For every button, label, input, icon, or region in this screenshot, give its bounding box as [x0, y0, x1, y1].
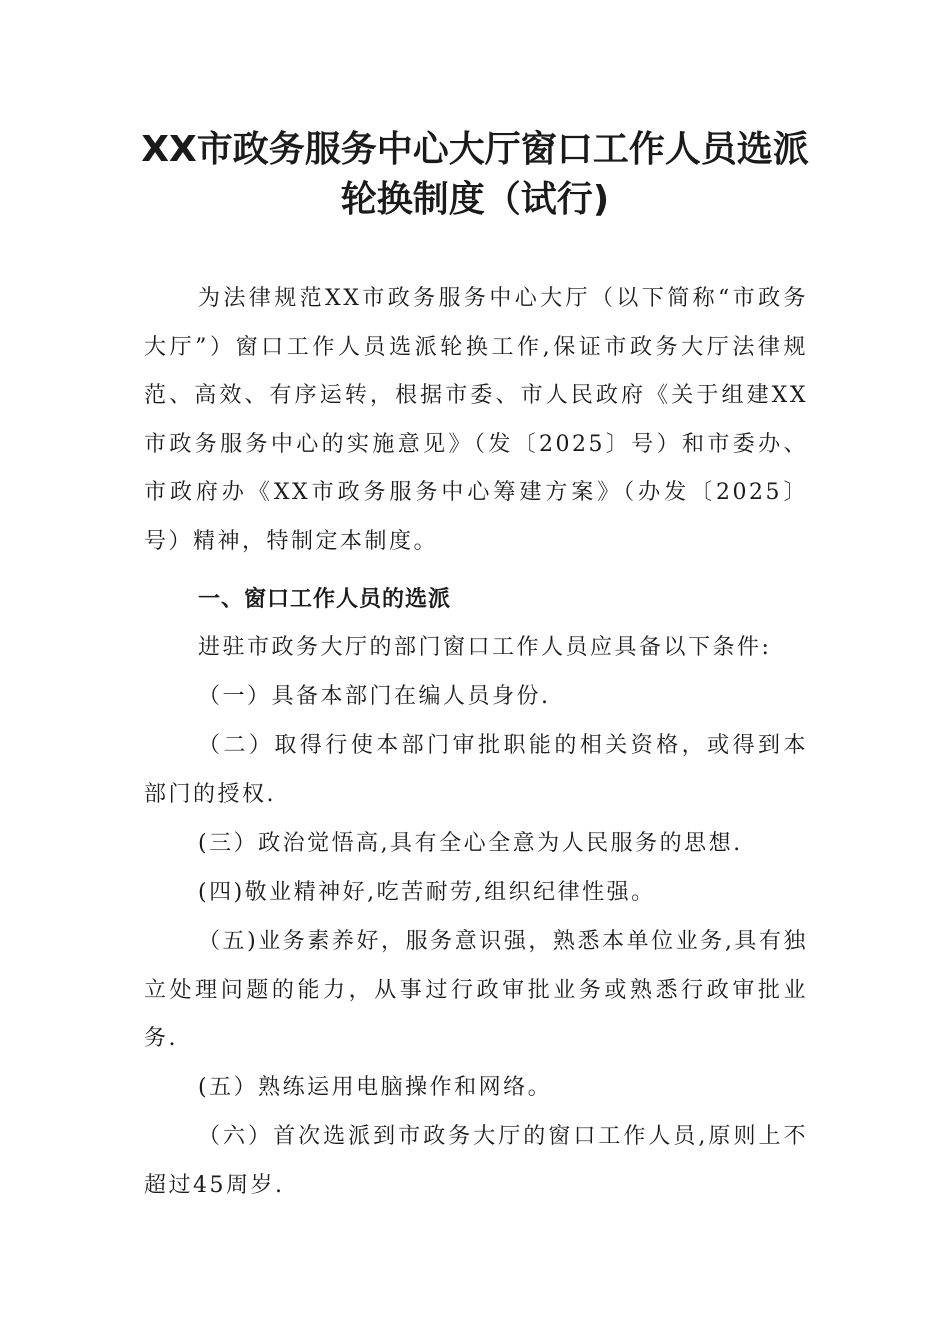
section-heading: 一、窗口工作人员的选派	[198, 587, 452, 612]
document-title-line-1: XX市政务服务中心大厅窗口工作人员选派	[141, 129, 809, 170]
document-title-line-2: 轮换制度（试行)	[340, 179, 610, 220]
section-lead: 进驻市政务大厅的部门窗口工作人员应具备以下条件:	[198, 635, 772, 660]
condition-item-2: （二）取得行使本部门审批职能的相关资格，或得到本部门的授权.	[144, 733, 808, 807]
condition-item-3: (三）政治觉悟高,具有全心全意为人民服务的思想.	[198, 831, 743, 856]
condition-item-4: (四)敬业精神好,吃苦耐劳,组织纪律性强。	[198, 880, 656, 905]
condition-item-5: （五)业务素养好，服务意识强，熟悉本单位业务,具有独立处理问题的能力，从事过行政审批业务或熟悉行政审批业务.	[144, 929, 808, 1052]
condition-item-1: （一）具备本部门在编人员身份.	[198, 684, 551, 709]
condition-item-6: (五）熟练运用电脑操作和网络。	[198, 1075, 553, 1100]
intro-paragraph: 为法律规范XX市政务服务中心大厅（以下简称“市政务大厅”）窗口工作人员选派轮换工作,保证市政务大厅法律规范、高效、有序运转，根据市委、市人民政府《关于组建XX市政务服务中心的实施意见》（发〔2025〕号）和市委办、市政府办《XX市政务服务中心筹建方案》（办发〔2025〕号）精神，特制定本制度。	[144, 286, 808, 554]
condition-item-7: （六）首次选派到市政务大厅的窗口工作人员,原则上不超过45周岁.	[144, 1124, 808, 1198]
